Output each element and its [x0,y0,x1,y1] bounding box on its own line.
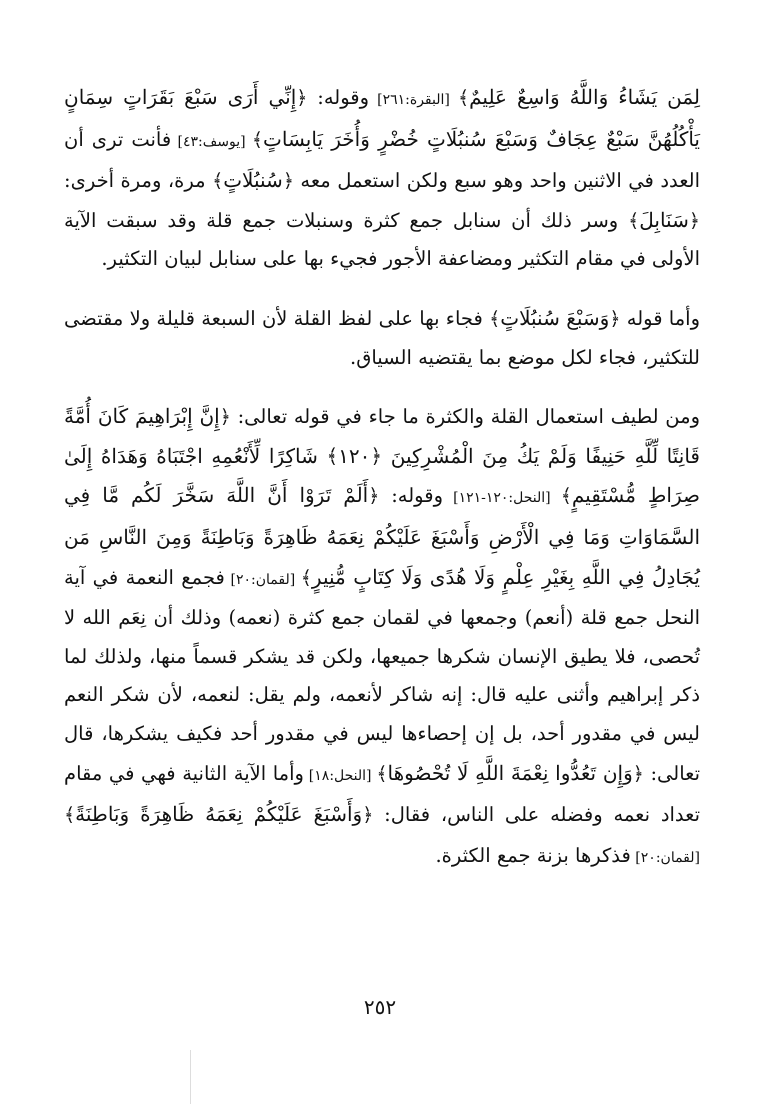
verse-reference: [لقمان:٢٠] [224,571,301,588]
body-text: فجاء بها على لفظ القلة لأن السبعة قليلة ولا مقتضى للتكثير، فجاء لكل موضع بما يقتضيه السياق. [64,306,700,369]
body-text: وقوله: [379,484,443,508]
body-text: وأما قوله [620,306,700,330]
ornate-bracket: ﴾ [628,209,640,232]
ornate-bracket: ﴿ [219,406,231,429]
verse-reference: [لقمان:٢٠] [630,849,700,866]
body-text: فذكرها بزنة جمع الكثرة. [435,843,631,867]
quran-verse: أَلَمْ تَرَوْا أَنَّ اللَّهَ سَخَّرَ لَكُم مَّا فِي السَّمَاوَاتِ وَمَا فِي الْأَرْضِ وَأَسْبَغَ عَلَيْكُمْ نِعَمَهُ ظَاهِرَةً وَبَاطِنَةً وَمِنَ النَّاسِ مَن يُجَادِلُ فِي اللَّهِ بِغَيْرِ عِلْمٍ وَلَا هُدًى وَلَا كِتَابٍ مُّنِيرٍ [64,483,701,589]
verse-reference: [يوسف:٤٣] [171,133,252,150]
body-text: مرة، ومرة أخرى: [64,169,213,193]
ornate-bracket: ﴿ [609,307,621,330]
ornate-bracket: ﴾ [64,804,76,827]
body-text: فأنت ترى أن العدد في الاثنين واحد وهو سبع ولكن استعمل معه [64,127,700,193]
ornate-bracket: ﴿ [368,485,380,508]
ornate-bracket: ﴾ [489,307,501,330]
quran-verse: وَسَبْعَ سُنبُلَاتٍ [500,305,610,330]
ornate-bracket: ﴾ [300,566,312,589]
body-text: وسر ذلك أن سنابل جمع كثرة وسنبلات جمع قلة وقد سبقت الآية الأولى في مقام التكثير ومضاعفة الأجور فجيء بها على سنابل لبيان التكثير. [64,208,700,271]
verse-reference: [البقرة:٢٦١] [369,92,458,108]
ornate-bracket: ﴿ [296,87,308,109]
paragraph-3 [64,397,700,877]
page-edge-line [190,1050,191,1104]
body-text: فجمع النعمة في آية النحل جمع قلة (أنعم) وجمعها في لقمان جمع كثرة (نعمه) وذلك أن نِعَم الله لا تُحصى، فلا يطيق الإنسان شكرها جميعها، ولكن قد يشكر قسماً منها، ولذلك لما ذكر إبراهيم وأثنى عليه قال: إنه شاكر لأنعمه، ولم يقل: لنعمه، لأن شكر النعم ليس في مقدور أحد، بل إن إحصاءها ليس في مقدور أحد فكيف يشكرها، قال تعالى: [64,565,700,785]
ornate-bracket: ﴾ [251,128,264,151]
paragraph-1 [64,78,700,279]
body-text: ومن لطيف استعمال القلة والكثرة ما جاء في قوله تعالى: [230,405,701,429]
verse-reference: [النحل:١٢٠-١٢١] [443,490,561,507]
quran-verse: سَنَابِلَ [639,207,689,232]
quran-verse: وَأَسْبَغَ عَلَيْكُمْ نِعَمَهُ ظَاهِرَةً وَبَاطِنَةً [75,802,363,827]
ornate-bracket: ﴿ [632,762,644,785]
quran-verse: إِنَّ إِبْرَاهِيمَ كَانَ أُمَّةً قَانِتًا لِّلَّهِ حَنِيفًا وَلَمْ يَكُ مِنَ الْمُشْرِكِينَ ﴿١٢٠﴾ شَاكِرًا لِّأَنْعُمِهِ اجْتَبَاهُ وَهَدَاهُ إِلَىٰ صِرَاطٍ مُّسْتَقِيمٍ [64,404,700,508]
ornate-bracket: ﴾ [212,170,224,193]
body-text: وأما الآية الثانية فهي في مقام تعداد نعمه وفضله على الناس، فقال: [64,761,701,827]
quran-verse: سُنبُلَاتٍ [223,168,283,193]
verse-reference: [النحل:١٨] [303,767,377,784]
quran-verse: إِنِّي أَرَى سَبْعَ بَقَرَاتٍ سِمَانٍ يَأْكُلُهُنَّ سَبْعٌ عِجَافٌ وَسَبْعَ سُنبُلَاتٍ خُضْرٍ وَأُخَرَ يَابِسَاتٍ [64,85,700,151]
ornate-bracket: ﴿ [362,804,374,827]
page-body [64,78,700,877]
quran-verse: لِمَن يَشَاءُ وَاللَّهُ وَاسِعٌ عَلِيمٌ [469,85,701,109]
ornate-bracket: ﴿ [688,209,700,232]
ornate-bracket: ﴾ [560,485,572,508]
body-text: وقوله: [307,86,370,109]
paragraph-2 [64,299,700,377]
ornate-bracket: ﴾ [376,762,388,785]
page-number: ٢٥٢ [363,995,397,1019]
quran-verse: وَإِن تَعُدُّوا نِعْمَةَ اللَّهِ لَا تُحْصُوهَا [387,760,633,785]
ornate-bracket: ﴾ [457,87,470,109]
ornate-bracket: ﴿ [282,170,294,193]
